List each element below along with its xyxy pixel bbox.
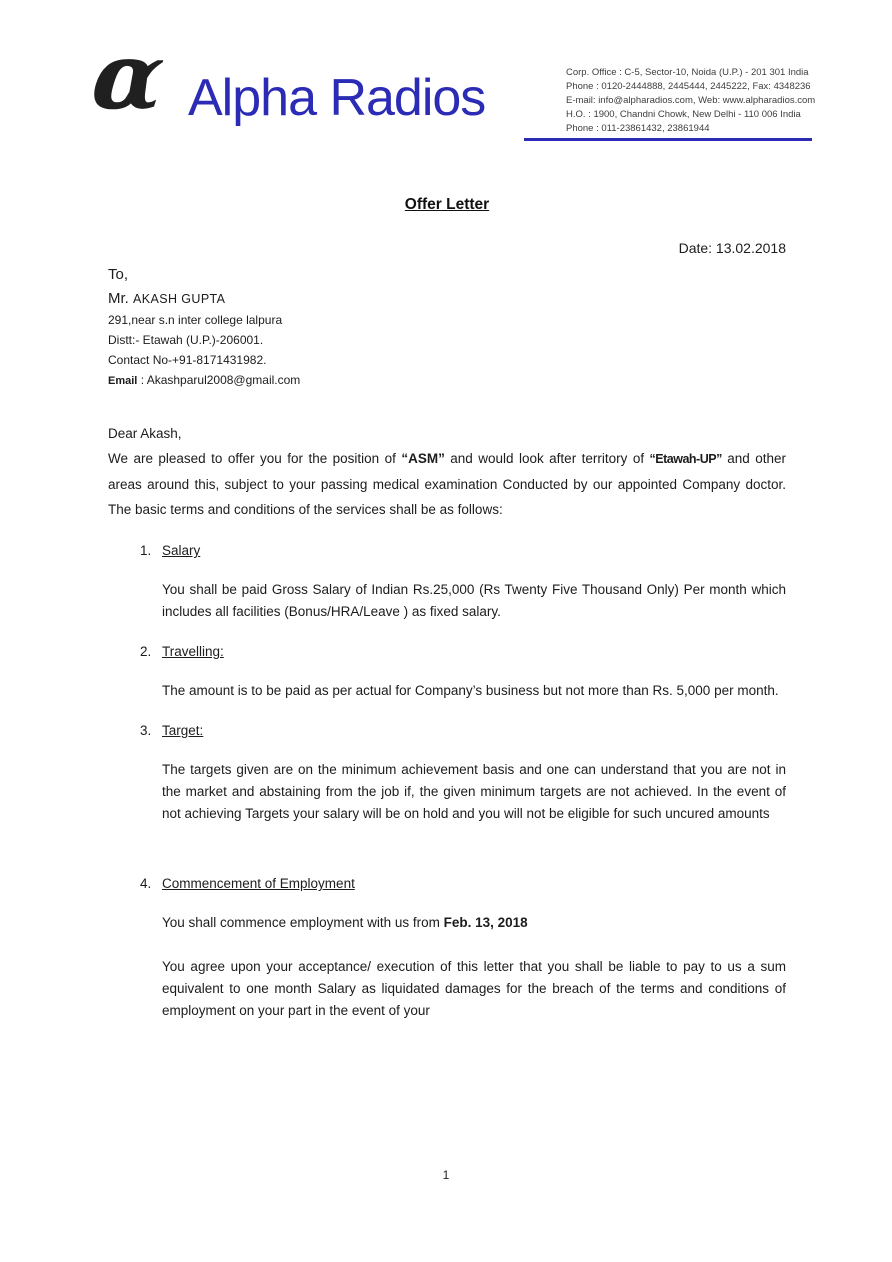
- recipient-name-line: [108, 288, 786, 310]
- section-travelling-head: [140, 643, 786, 660]
- section-salary-body: You shall be paid Gross Salary of Indian Rs.25,000 (Rs Twenty Five Thousand Only) Per month which includes all facilities (Bonus/HRA/Leave ) as fixed salary.: [162, 582, 786, 619]
- intro-part1: We are pleased to offer you for the position of: [108, 451, 402, 466]
- email-web-line: E-mail: info@alpharadios.com, Web: www.alpharadios.com: [566, 95, 816, 106]
- recipient-block: [108, 264, 786, 391]
- corp-phone-line: Phone : 0120-2444888, 2445444, 2445222, Fax: 4348236: [566, 81, 811, 92]
- section-target: [108, 722, 786, 825]
- section-heading: Travelling:: [162, 644, 224, 659]
- recipient-name: AKASH GUPTA: [133, 292, 226, 306]
- head-office-line: H.O. : 1900, Chandni Chowk, New Delhi - 110 006 India: [566, 109, 801, 120]
- section-number: 4.: [140, 876, 152, 891]
- letter-title-row: [108, 196, 786, 214]
- corp-office-line: Corp. Office : C-5, Sector-10, Noida (U.P.) - 201 301 India: [566, 67, 809, 78]
- company-name: Alpha Radios: [188, 69, 486, 127]
- section-commencement: [108, 875, 786, 1022]
- liquidated-damages-paragraph: You agree upon your acceptance/ execution of this letter that you shall be liable to pay to us a sum equivalent to one month Salary as liquidated damages for the breach of the terms and conditions of employment on your part in the event of your: [162, 959, 786, 1018]
- recipient-address-line2: Distt:- Etawah (U.P.)-206001.: [108, 333, 264, 347]
- intro-paragraph: [108, 446, 786, 522]
- header-divider: [524, 138, 812, 141]
- greeting: Dear Akash,: [108, 426, 182, 441]
- section-salary: [108, 542, 786, 623]
- section-target-body: The targets given are on the minimum achievement basis and one can understand that you are not in the market and abstaining from the job if, the given minimum targets are not achieved. In the event of not achieving Targets your salary will be on hold and you will not be eligible for such uncured amounts: [162, 762, 786, 821]
- section-number: 1.: [140, 543, 152, 558]
- section-commencement-head: [140, 875, 786, 892]
- ho-phone-line: Phone : 011-23861432, 23861944: [566, 123, 710, 134]
- section-number: 2.: [140, 644, 152, 659]
- section-travelling: [108, 643, 786, 702]
- commencement-intro: You shall commence employment with us from: [162, 915, 444, 930]
- recipient-name-prefix: Mr.: [108, 290, 129, 307]
- commencement-date-line: [162, 912, 786, 934]
- alpha-logo-icon: α: [87, 22, 170, 130]
- commencement-date: Feb. 13, 2018: [443, 915, 528, 930]
- letterhead: [0, 0, 892, 150]
- page-number: 1: [442, 1168, 450, 1182]
- section-heading: Salary: [162, 543, 201, 558]
- company-contact-block: [566, 66, 816, 136]
- letter-body: [0, 196, 892, 1022]
- section-heading: Commencement of Employment: [162, 876, 355, 891]
- intro-part3: and other areas around this, subject to your passing medical examination Conducted by our appointed Company doctor. The basic terms and conditions of the services shall be as follows:: [108, 451, 787, 517]
- email-label: Email: [108, 375, 138, 387]
- position-asm: “ASM”: [401, 451, 445, 466]
- recipient-email-line: [108, 370, 786, 391]
- recipient-email: : Akashparul2008@gmail.com: [137, 373, 301, 387]
- recipient-contact-number: Contact No-+91-8171431982.: [108, 353, 267, 367]
- recipient-address-line1: 291,near s.n inter college lalpura: [108, 313, 283, 327]
- letter-date: Date: 13.02.2018: [678, 240, 786, 256]
- section-salary-head: [140, 542, 786, 559]
- intro-part2: and would look after territory of: [444, 451, 650, 466]
- section-target-head: [140, 722, 786, 739]
- section-heading: Target:: [162, 723, 204, 738]
- section-number: 3.: [140, 723, 152, 738]
- territory-etawah: “Etawah-UP”: [649, 452, 722, 466]
- salutation-to: To,: [108, 266, 129, 283]
- section-travelling-body: The amount is to be paid as per actual for Company’s business but not more than Rs. 5,000 per month.: [162, 683, 779, 698]
- letter-title: Offer Letter: [404, 196, 490, 213]
